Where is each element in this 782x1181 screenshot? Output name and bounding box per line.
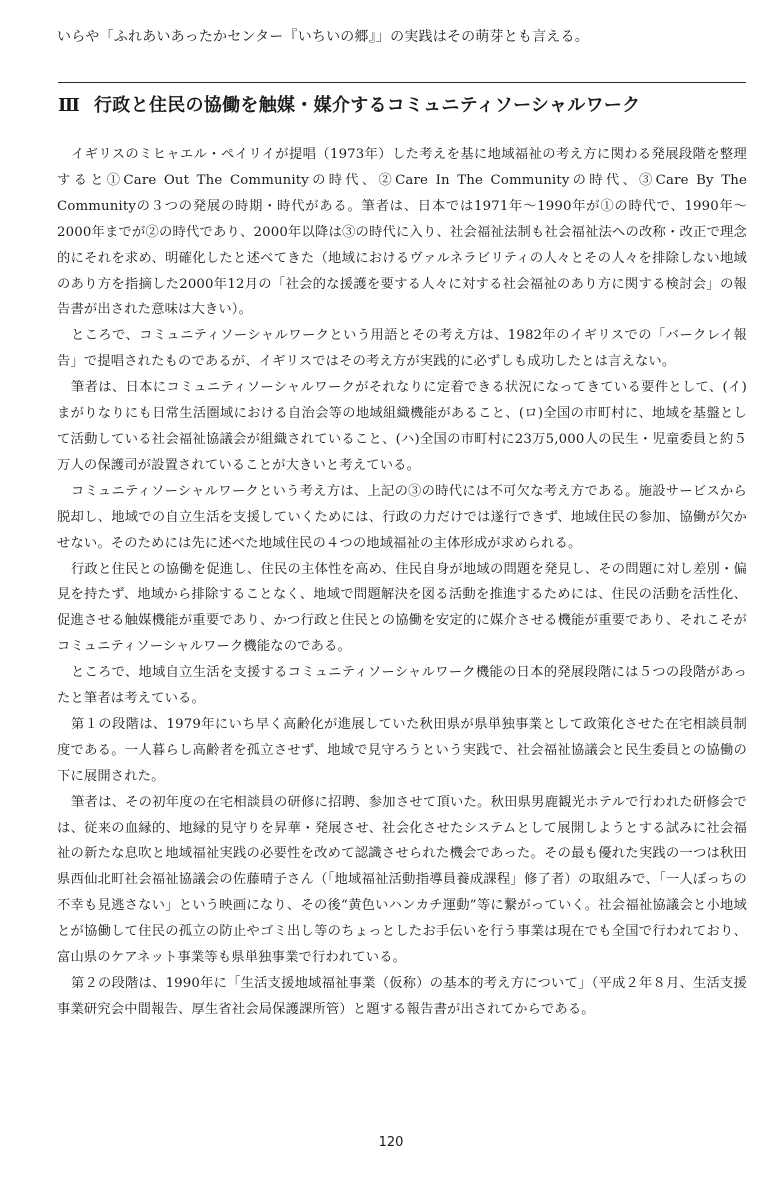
section-divider (58, 82, 746, 83)
paragraph: 行政と住民との協働を促進し、住民の主体性を高め、住民自身が地域の問題を発見し、その問題に対し差別・偏見を持たず、地域から排除することなく、地域で問題解決を図る活動を推進するためには、住民の活動を活性化、促進させる触媒機能が重要であり、かつ行政と住民との協働を安定的に媒介させる機能が重要であり、それこそがコミュニティソーシャルワーク機能なのである。 (57, 561, 747, 655)
body-text (57, 142, 747, 1023)
section-number: Ⅲ (58, 95, 81, 116)
paragraph: 筆者は、その初年度の在宅相談員の研修に招聘、参加させて頂いた。秋田県男鹿観光ホテルで行われた研修会では、従来の血縁的、地縁的見守りを昇華・発展させ、社会化させたシステムとして展開しようとする試みに社会福祉の新たな息吹と地域福祉実践の必要性を改めて認識させられた機会であった。その最も優れた実践の一つは秋田県西仙北町社会福祉協議会の佐藤晴子さん（「地域福祉活動指導員養成課程」修了者）の取組みで、「一人ぼっちの不幸も見逃さない」という映画になり、その後“黄色いハンカチ運動”等に繋がっていく。社会福祉協議会と小地域とが協働して住民の孤立の防止やゴミ出し等のちょっとしたお手伝いを行う事業は現在でも全国で行われており、富山県のケアネット事業等も県単独事業で行われている。 (57, 794, 747, 966)
paragraph: ところで、コミュニティソーシャルワークという用語とその考え方は、1982年のイギリスでの「バークレイ報告」で提唱されたものであるが、イギリスではその考え方が実践的に必ずしも成功したとは言えない。 (57, 328, 747, 370)
paragraph: イギリスのミヒャエル・ペイリイが提唱（1973年）した考えを基に地域福祉の考え方に関わる発展段階を整理すると①Care Out The Communityの時代、②Care In The Communityの時代、③Care By The Communityの３つの発展の時期・時代がある。筆者は、日本では1971年～1990年が①の時代で、1990年～2000年までが②の時代であり、2000年以降は③の時代に入り、社会福祉法制も社会福祉法への改称・改正で理念的にそれを求め、明確化したと述べてきた（地域におけるヴァルネラビリティの人々とその人々を排除しない地域のあり方を指摘した2000年12月の「社会的な援護を要する人々に対する社会福祉のあり方に関する検討会」の報告書が出された意味は大きい）。 (57, 147, 747, 318)
paragraph: コミュニティソーシャルワークという考え方は、上記の③の時代には不可欠な考え方である。施設サービスから脱却し、地域での自立生活を支援していくためには、行政の力だけでは遂行できず、地域住民の参加、協働が欠かせない。そのためには先に述べた地域住民の４つの地域福祉の主体形成が求められる。 (57, 483, 747, 551)
page-number: 120 (378, 1135, 404, 1150)
paragraph: 第２の段階は、1990年に「生活支援地域福祉事業（仮称）の基本的考え方について」（平成２年８月、生活支援事業研究会中間報告、厚生省社会局保護課所管）と題する報告書が出されてからである。 (57, 976, 747, 1017)
paragraph: 第１の段階は、1979年にいち早く高齢化が進展していた秋田県が県単独事業として政策化させた在宅相談員制度である。一人暮らし高齢者を孤立させず、地域で見守ろうという実践で、社会福祉協議会と民生委員との協働の下に展開された。 (57, 716, 747, 784)
paragraph: ところで、地域自立生活を支援するコミュニティソーシャルワーク機能の日本的発展段階には５つの段階があったと筆者は考えている。 (57, 665, 747, 707)
section-heading (58, 91, 748, 121)
paragraph: 筆者は、日本にコミュニティソーシャルワークがそれなりに定着できる状況になってきている要件として、(イ)まがりなりにも日常生活圏域における自治会等の地域組織機能があること、(ロ)全国の市町村に、地域を基盤として活動している社会福祉協議会が組織されていること、(ハ)全国の市町村に23万5,000人の民生・児童委員と約５万人の保護司が設置されていることが大きいと考えている。 (57, 380, 747, 473)
section-title: 行政と住民の協働を触媒・媒介するコミュニティソーシャルワーク (94, 95, 641, 116)
continued-text-line: いらや「ふれあいあったかセンター『いちいの郷』」の実践はその萌芽とも言える。 (57, 29, 589, 45)
